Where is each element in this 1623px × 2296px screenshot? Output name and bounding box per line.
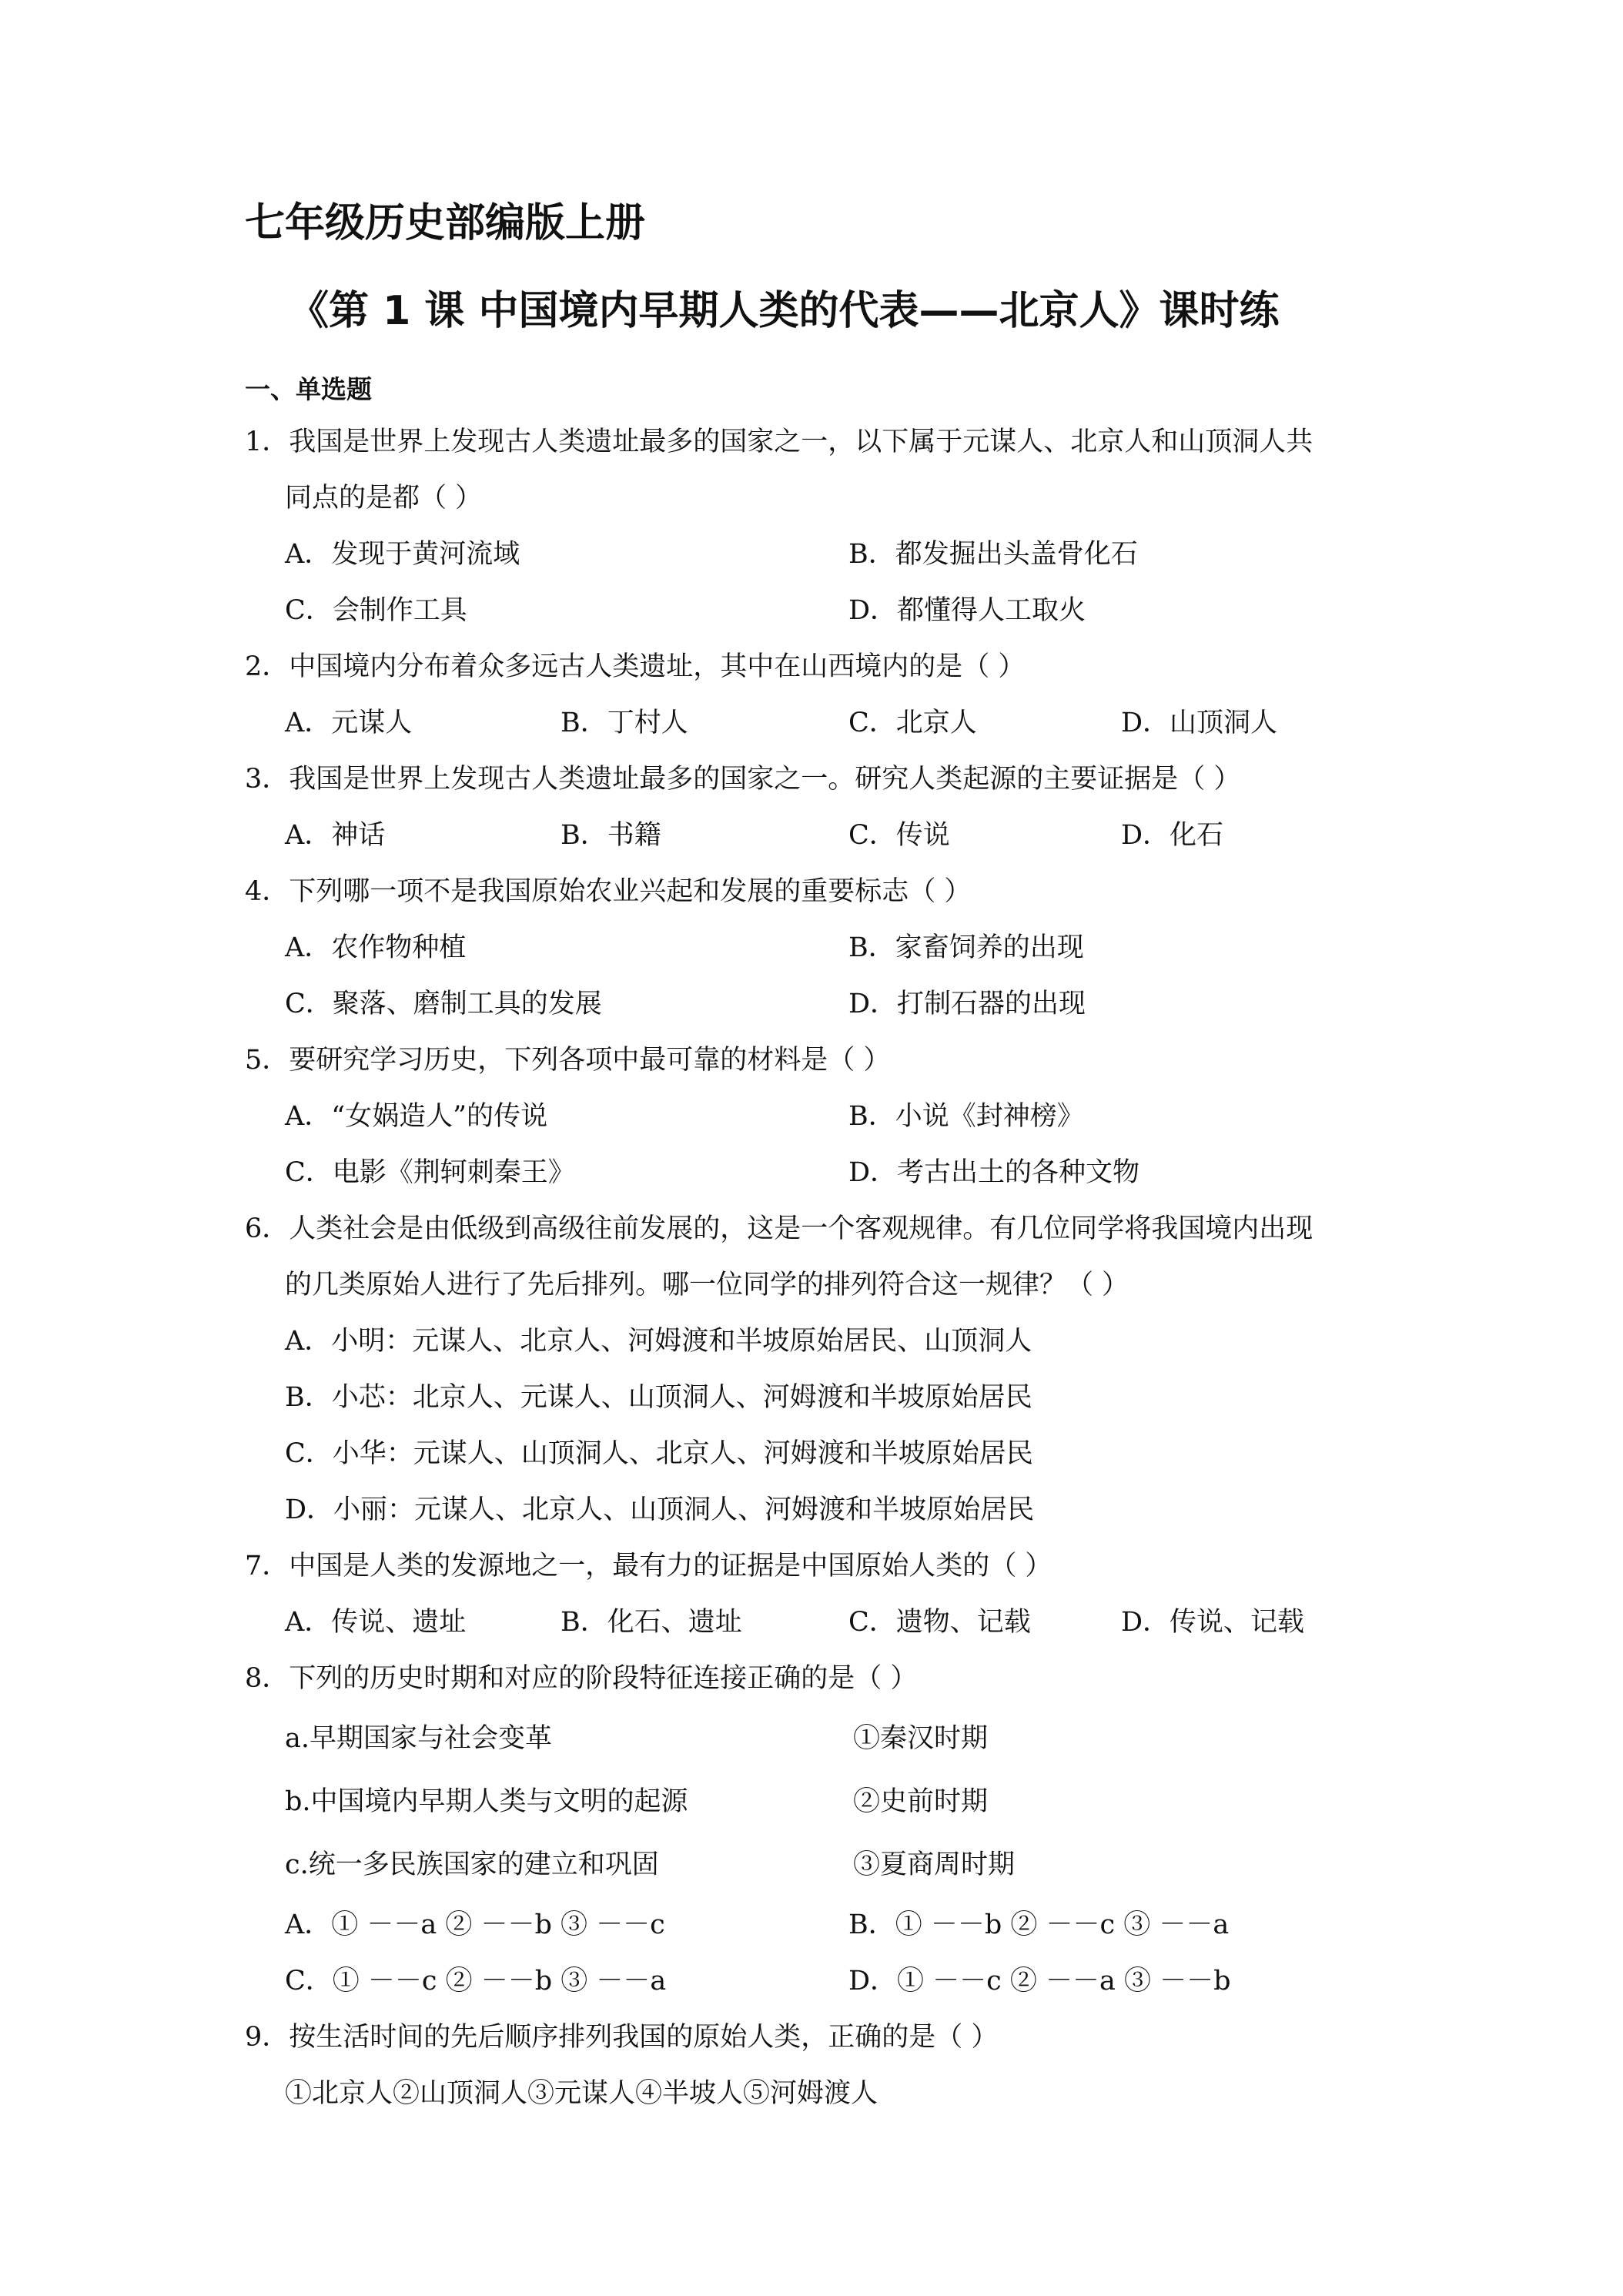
q8-match-left-b: b.中国境内早期人类与文明的起源 bbox=[285, 1786, 688, 1817]
question-1-stem: 1．我国是世界上发现古人类遗址最多的国家之一，以下属于元谋人、北京人和山顶洞人共 bbox=[245, 427, 1313, 457]
q7-option-c[interactable]: C．遗物、记载 bbox=[848, 1607, 1031, 1638]
question-7-stem: 7．中国是人类的发源地之一，最有力的证据是中国原始人类的（ ） bbox=[245, 1551, 1052, 1581]
q6-option-b[interactable]: B．小芯：北京人、元谋人、山顶洞人、河姆渡和半坡原始居民 bbox=[285, 1382, 1032, 1413]
q3-option-a[interactable]: A．神话 bbox=[285, 820, 386, 851]
q1-option-c[interactable]: C．会制作工具 bbox=[285, 595, 467, 626]
q4-option-a[interactable]: A．农作物种植 bbox=[285, 932, 467, 963]
q6-option-c[interactable]: C．小华：元谋人、山顶洞人、北京人、河姆渡和半坡原始居民 bbox=[285, 1438, 1033, 1469]
q8-match-right-1: ①秦汉时期 bbox=[853, 1723, 989, 1754]
q7-option-a[interactable]: A．传说、遗址 bbox=[285, 1607, 467, 1638]
q2-option-d[interactable]: D．山顶洞人 bbox=[1121, 708, 1278, 738]
question-3-stem: 3．我国是世界上发现古人类遗址最多的国家之一。研究人类起源的主要证据是（ ） bbox=[245, 764, 1241, 795]
q2-option-c[interactable]: C．北京人 bbox=[848, 708, 977, 738]
q1-option-d[interactable]: D．都懂得人工取火 bbox=[848, 595, 1086, 626]
q8-option-b[interactable]: B．① －－b ② －－c ③ －－a bbox=[848, 1909, 1230, 1940]
question-9-stem: 9．按生活时间的先后顺序排列我国的原始人类，正确的是（ ） bbox=[245, 2022, 999, 2053]
q8-match-right-2: ②史前时期 bbox=[853, 1786, 989, 1817]
q7-option-d[interactable]: D．传说、记载 bbox=[1121, 1607, 1305, 1638]
worksheet-title: 七年级历史部编版上册 bbox=[245, 200, 646, 246]
q5-option-a[interactable]: A．“女娲造人”的传说 bbox=[285, 1101, 548, 1132]
q2-option-b[interactable]: B．丁村人 bbox=[561, 708, 688, 738]
lesson-title: 《第 1 课 中国境内早期人类的代表——北京人》课时练 bbox=[289, 288, 1280, 334]
q5-option-d[interactable]: D．考古出土的各种文物 bbox=[848, 1157, 1140, 1188]
question-6-stem: 6．人类社会是由低级到高级往前发展的，这是一个客观规律。有几位同学将我国境内出现 bbox=[245, 1213, 1313, 1244]
q3-option-b[interactable]: B．书籍 bbox=[561, 820, 661, 851]
q8-option-d[interactable]: D．① －－c ② －－a ③ －－b bbox=[848, 1966, 1231, 1996]
q1-option-a[interactable]: A．发现于黄河流域 bbox=[285, 539, 520, 570]
q3-option-c[interactable]: C．传说 bbox=[848, 820, 950, 851]
q2-option-a[interactable]: A．元谋人 bbox=[285, 708, 413, 738]
q8-option-a[interactable]: A．① －－a ② －－b ③ －－c bbox=[285, 1909, 665, 1940]
section-heading: 一、单选题 bbox=[245, 374, 372, 404]
q9-items: ①北京人②山顶洞人③元谋人④半坡人⑤河姆渡人 bbox=[285, 2078, 878, 2109]
question-5-stem: 5．要研究学习历史，下列各项中最可靠的材料是（ ） bbox=[245, 1045, 891, 1076]
q5-option-c[interactable]: C．电影《荆轲刺秦王》 bbox=[285, 1157, 575, 1188]
q8-match-left-a: a.早期国家与社会变革 bbox=[285, 1723, 552, 1754]
question-4-stem: 4．下列哪一项不是我国原始农业兴起和发展的重要标志（ ） bbox=[245, 876, 972, 907]
q8-match-left-c: c.统一多民族国家的建立和巩固 bbox=[285, 1849, 659, 1880]
question-8-stem: 8．下列的历史时期和对应的阶段特征连接正确的是（ ） bbox=[245, 1663, 918, 1694]
q7-option-b[interactable]: B．化石、遗址 bbox=[561, 1607, 742, 1638]
q4-option-c[interactable]: C．聚落、磨制工具的发展 bbox=[285, 989, 602, 1019]
q3-option-d[interactable]: D．化石 bbox=[1121, 820, 1224, 851]
q4-option-d[interactable]: D．打制石器的出现 bbox=[848, 989, 1086, 1019]
question-1-stem-cont: 同点的是都（ ） bbox=[285, 483, 483, 514]
question-6-stem-cont: 的几类原始人进行了先后排列。哪一位同学的排列符合这一规律？（ ） bbox=[285, 1270, 1129, 1300]
q6-option-a[interactable]: A．小明：元谋人、北京人、河姆渡和半坡原始居民、山顶洞人 bbox=[285, 1326, 1032, 1357]
q1-option-b[interactable]: B．都发掘出头盖骨化石 bbox=[848, 539, 1138, 570]
q8-option-c[interactable]: C．① －－c ② －－b ③ －－a bbox=[285, 1966, 667, 1996]
q4-option-b[interactable]: B．家畜饲养的出现 bbox=[848, 932, 1084, 963]
q5-option-b[interactable]: B．小说《封神榜》 bbox=[848, 1101, 1084, 1132]
q6-option-d[interactable]: D．小丽：元谋人、北京人、山顶洞人、河姆渡和半坡原始居民 bbox=[285, 1494, 1035, 1525]
question-2-stem: 2．中国境内分布着众多远古人类遗址，其中在山西境内的是（ ） bbox=[245, 651, 1026, 682]
q8-match-right-3: ③夏商周时期 bbox=[853, 1849, 1016, 1880]
